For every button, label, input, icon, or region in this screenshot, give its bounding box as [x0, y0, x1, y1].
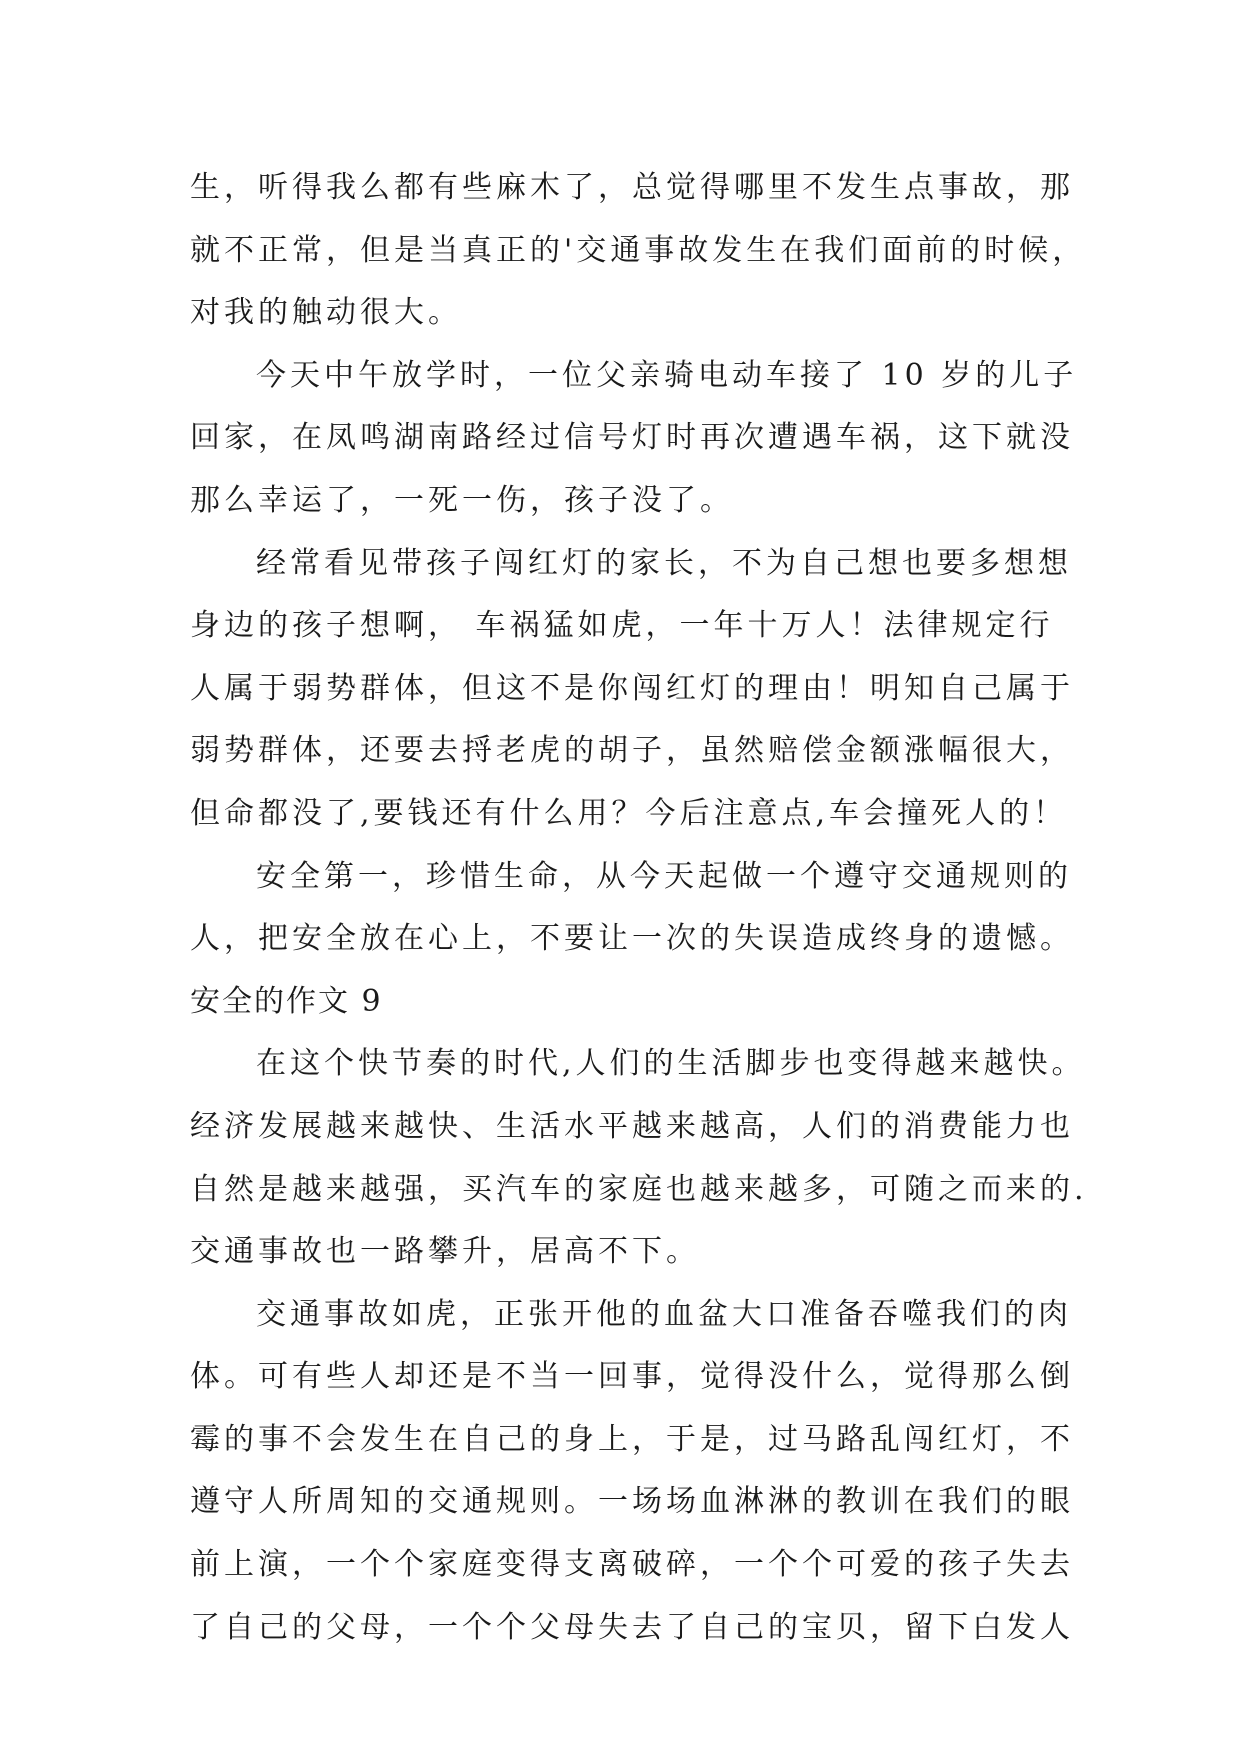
text-line: 交通事故也一路攀升，居高不下。 — [190, 1234, 700, 1270]
document-body — [190, 157, 1088, 1659]
text-line: 自然是越来越强，买汽车的家庭也越来越多，可随之而来的. — [190, 1171, 1088, 1207]
text-line: 体。可有些人却还是不当一回事，觉得没什么，觉得那么倒 — [190, 1359, 1074, 1395]
text-line: 人属于弱势群体，但这不是你闯红灯的理由！明知自己属于 — [190, 670, 1074, 706]
text-line: 生，听得我么都有些麻木了，总觉得哪里不发生点事故，那 — [190, 170, 1074, 205]
text-line: 身边的孩子想啊， 车祸猛如虎，一年十万人！法律规定行 — [190, 608, 1054, 644]
paragraph-start-line: 交通事故如虎，正张开他的血盆大口准备吞噬我们的肉 — [256, 1296, 1072, 1332]
text-line: 霉的事不会发生在自己的身上，于是，过马路乱闯红灯，不 — [190, 1421, 1074, 1457]
paragraph-start-line: 经常看见带孩子闯红灯的家长，不为自己想也要多想想 — [256, 545, 1072, 581]
text-line: 回家，在凤鸣湖南路经过信号灯时再次遭遇车祸，这下就没 — [190, 420, 1074, 456]
section-heading: 安全的作文 9 — [190, 983, 383, 1019]
text-line: 了自己的父母，一个个父母失去了自己的宝贝，留下白发人 — [190, 1609, 1074, 1645]
text-line: 经济发展越来越快、生活水平越来越高，人们的消费能力也 — [190, 1108, 1074, 1144]
text-line: 人，把安全放在心上，不要让一次的失误造成终身的遗憾。 — [190, 921, 1074, 957]
paragraph-start-line: 在这个快节奏的时代,人们的生活脚步也变得越来越快。 — [256, 1046, 1086, 1082]
text-line: 弱势群体，还要去捋老虎的胡子，虽然赔偿金额涨幅很大， — [190, 733, 1074, 769]
text-line: 对我的触动很大。 — [190, 295, 462, 331]
paragraph-start-line: 安全第一，珍惜生命，从今天起做一个遵守交通规则的 — [256, 858, 1072, 894]
paragraph-start-line: 今天中午放学时，一位父亲骑电动车接了 10 岁的儿子 — [256, 357, 1078, 393]
text-line: 前上演，一个个家庭变得支离破碎，一个个可爱的孩子失去 — [190, 1547, 1074, 1583]
text-line: 就不正常，但是当真正的'交通事故发生在我们面前的时候， — [190, 232, 1087, 268]
text-line: 那么幸运了，一死一伤，孩子没了。 — [190, 482, 734, 518]
text-line: 但命都没了,要钱还有什么用？今后注意点,车会撞死人的！ — [190, 795, 1068, 831]
text-line: 遵守人所周知的交通规则。一场场血淋淋的教训在我们的眼 — [190, 1484, 1074, 1520]
